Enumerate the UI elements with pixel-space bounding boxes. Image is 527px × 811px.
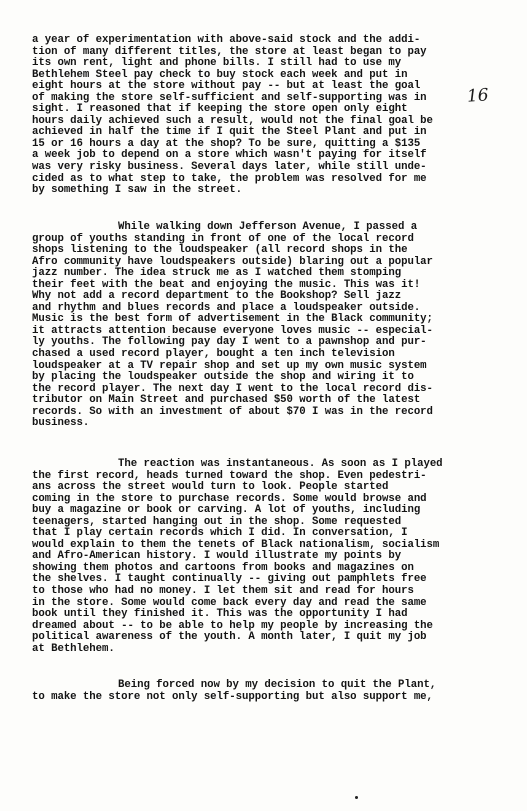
text-line: teenagers, started hanging out in the shop. Some requested <box>32 515 402 528</box>
text-line: would explain to them the tenets of Black nationalism, socialism <box>32 538 440 551</box>
text-line: to make the store not only self-supporting but also support me, <box>32 690 433 703</box>
text-line: achieved in half the time if I quit the Steel Plant and put in <box>32 126 427 139</box>
text-line: their feet with the beat and enjoying the music. This was it! <box>32 278 421 291</box>
text-line: tion of many different titles, the store at least began to pay <box>32 45 427 58</box>
text-line: the shelves. I taught continually -- giving out pamphlets free <box>32 573 427 586</box>
text-line: that I play certain records which I did. In conversation, I <box>32 527 408 540</box>
text-line: ans across the street would turn to look. People started <box>32 481 389 494</box>
text-line: Being forced now by my decision to quit the Plant, <box>118 679 437 691</box>
paragraph-4 <box>32 680 500 703</box>
text-line: chased a used record player, bought a ten inch television <box>32 348 395 361</box>
text-line: ly youths. The following pay day I went to a pawnshop and pur- <box>32 336 427 349</box>
ink-speck <box>355 796 358 799</box>
text-line: in the store. Some would come back every day and read the same <box>32 596 427 609</box>
text-line: group of youths standing in front of one of the local record <box>32 232 414 245</box>
text-line: business. <box>32 417 90 430</box>
text-line: and Afro-American history. I would illustrate my points by <box>32 550 402 563</box>
text-line: a week job to depend on a store which wasn't paying for itself <box>32 149 427 162</box>
text-line: book until they finished it. This was the opportunity I had <box>32 608 408 621</box>
text-line: Music is the best form of advertisement in the Black community; <box>32 313 433 326</box>
text-line: sight. I reasoned that if keeping the store open only eight <box>32 103 408 116</box>
text-line: its own rent, light and phone bills. I still had to use my <box>32 57 402 70</box>
text-line: records. So with an investment of about $70 I was in the record <box>32 405 433 418</box>
text-line: to those who had no money. I let them sit and read for hours <box>32 585 414 598</box>
text-line: was very risky business. Several days later, while still unde- <box>32 161 427 174</box>
text-line: 15 or 16 hours a day at the shop? To be sure, quitting a $135 <box>32 137 421 150</box>
text-line: by something I saw in the street. <box>32 184 242 197</box>
text-line: coming in the store to purchase records. Some would browse and <box>32 492 427 505</box>
text-line: Why not add a record department to the Bookshop? Sell jazz <box>32 290 402 303</box>
paragraph-2 <box>32 222 500 430</box>
text-line: eight hours at the store without pay -- but at least the goal <box>32 80 421 93</box>
text-line: and rhythm and blues records and place a loudspeaker outside. <box>32 301 421 314</box>
paragraph-1 <box>32 35 500 197</box>
text-line: While walking down Jefferson Avenue, I passed a <box>118 221 418 233</box>
text-line: cided as to what step to take, the problem was resolved for me <box>32 172 427 185</box>
text-line: Bethlehem Steel pay check to buy stock each week and put in <box>32 68 408 81</box>
text-line: The reaction was instantaneous. As soon as I played <box>118 458 443 470</box>
text-line: a year of experimentation with above-said stock and the addi- <box>32 34 421 46</box>
text-line: by placing the loudspeaker outside the shop and wiring it to <box>32 371 414 384</box>
text-line: Afro community have loudspeakers outside) blaring out a popular <box>32 255 433 268</box>
text-line: loudspeaker at a TV repair shop and set up my own music system <box>32 359 427 372</box>
text-line: showing them photos and cartoons from books and magazines on <box>32 561 414 574</box>
text-line: it attracts attention because everyone loves music -- especial- <box>32 324 433 337</box>
text-line: hours daily achieved such a result, would not the final goal be <box>32 114 433 127</box>
text-line: buy a magazine or book or carving. A lot of youths, including <box>32 504 421 517</box>
handwritten-page-number: 16 <box>466 85 490 107</box>
paragraph-3 <box>32 459 500 655</box>
text-line: of making the store self-sufficient and self-supporting was in <box>32 91 427 104</box>
text-line: tributor on Main Street and purchased $50 worth of the latest <box>32 394 421 407</box>
text-line: the first record, heads turned toward the shop. Even pedestri- <box>32 469 427 482</box>
text-line: jazz number. The idea struck me as I watched them stomping <box>32 267 402 280</box>
text-line: at Bethlehem. <box>32 642 115 655</box>
text-line: political awareness of the youth. A month later, I quit my job <box>32 631 427 644</box>
text-line: the record player. The next day I went to the local record dis- <box>32 382 433 395</box>
text-line: shops listening to the loudspeaker (all record shops in the <box>32 244 408 257</box>
text-line: dreamed about -- to be able to help my people by increasing the <box>32 619 433 632</box>
